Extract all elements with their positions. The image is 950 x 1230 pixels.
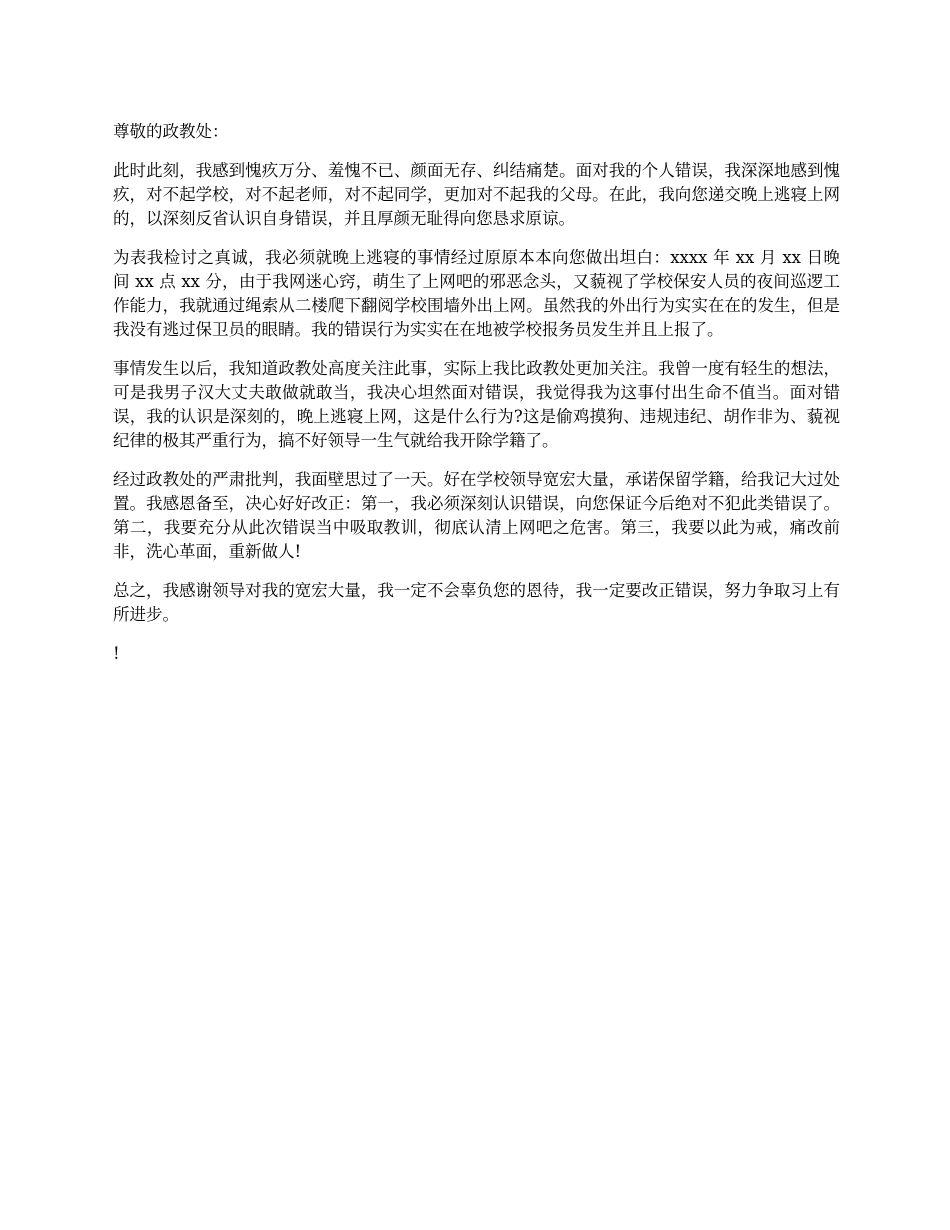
paragraph-apology: 此时此刻，我感到愧疚万分、羞愧不已、颜面无存、纠结痛楚。面对我的个人错误，我深深地感到愧疚，对不起学校，对不起老师，对不起同学，更加对不起我的父母。在此，我向您递交晚上逃寝上网的，以深刻反省认识自身错误，并且厚颜无耻得向您恳求原谅。 [113,161,840,228]
paragraph-conclusion: 总之，我感谢领导对我的宽宏大量，我一定不会辜负您的恩待，我一定要改正错误，努力争取习上有所进步。 [113,581,840,624]
paragraph-reflection: 事情发生以后，我知道政教处高度关注此事，实际上我比政教处更加关注。我曾一度有轻生的想法，可是我男子汉大丈夫敢做就敢当，我决心坦然面对错误，我觉得我为这事付出生命不值当。面对错误，我的认识是深刻的，晚上逃寝上网，这是什么行为?这是偷鸡摸狗、违规违纪、胡作非为、藐视纪律的极其严重行为，搞不好领导一生气就给我开除学籍了。 [113,359,840,450]
paragraph-confession: 为表我检讨之真诚，我必须就晚上逃寝的事情经过原原本本向您做出坦白：xxxx 年 xx 月 xx 日晚间 xx 点 xx 分，由于我网迷心窍，萌生了上网吧的邪恶念头，又藐视了学校保安人员的夜间巡逻工作能力，我就通过绳索从二楼爬下翻阅学校围墙外出上网。虽然我的外出行为实实在在的发生，但是我没有逃过保卫员的眼睛。我的错误行为实实在在地被学校报务员发生并且上报了。 [113,248,840,339]
salutation: 尊敬的政教处： [113,122,229,141]
paragraph-resolution: 经过政教处的严肃批判，我面壁思过了一天。好在学校领导宽宏大量，承诺保留学籍，给我记大过处置。我感恩备至，决心好好改正：第一，我必须深刻认识错误，向您保证今后绝对不犯此类错误了。第二，我要充分从此次错误当中吸取教训，彻底认清上网吧之危害。第三，我要以此为戒，痛改前非，洗心革面，重新做人! [113,470,840,561]
closing-mark: ! [113,644,120,663]
document-page [113,120,840,666]
